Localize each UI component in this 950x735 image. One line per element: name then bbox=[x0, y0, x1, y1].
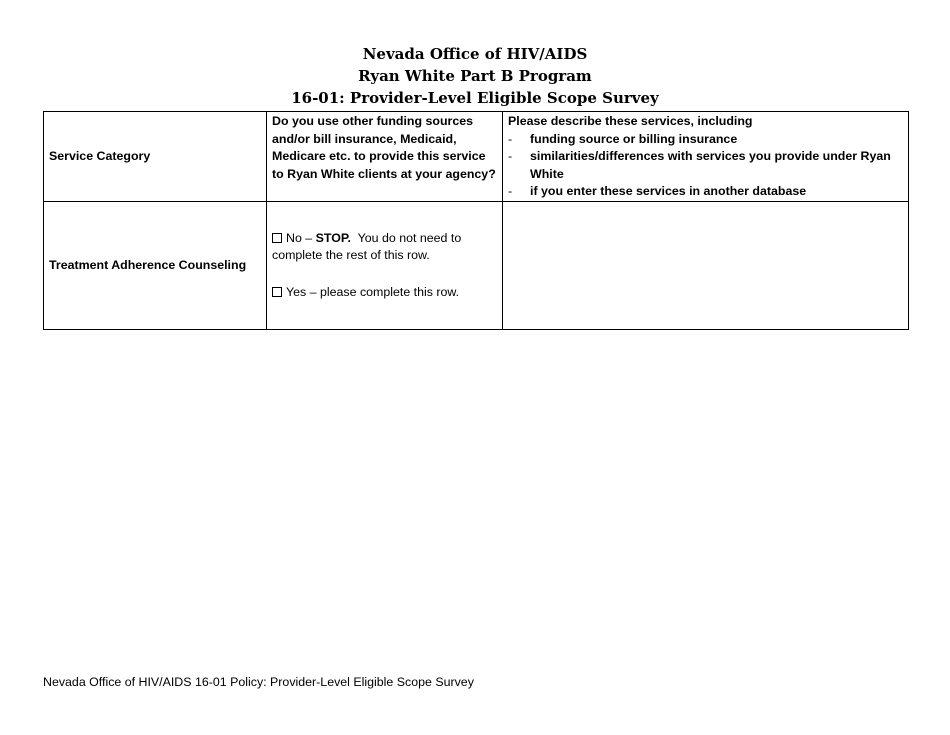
list-item: - if you enter these services in another database bbox=[508, 184, 807, 199]
option-no[interactable]: No – STOP. You do not need to complete the rest of this row. bbox=[272, 230, 465, 263]
list-item: - similarities/differences with services you provide under Ryan White bbox=[508, 149, 891, 181]
header-description-instructions bbox=[503, 112, 909, 202]
header-funding-question: Do you use other funding sources and/or bill insurance, Medicaid, Medicare etc. to provide this service to Ryan White clients at your agency? bbox=[267, 112, 503, 202]
table-header-row bbox=[44, 112, 909, 202]
survey-table bbox=[43, 111, 909, 330]
funding-answer-cell bbox=[267, 202, 503, 330]
list-item: - funding source or billing insurance bbox=[508, 131, 738, 146]
yes-checkbox[interactable] bbox=[272, 287, 282, 297]
description-input[interactable] bbox=[508, 202, 903, 329]
title-line-program: Ryan White Part B Program bbox=[358, 67, 592, 85]
title-line-survey: 16-01: Provider-Level Eligible Scope Survey bbox=[291, 89, 659, 107]
table-row bbox=[44, 202, 909, 330]
description-instructions-list bbox=[508, 131, 903, 201]
no-checkbox[interactable] bbox=[272, 233, 282, 243]
description-answer-cell[interactable] bbox=[503, 202, 909, 330]
title-line-agency: Nevada Office of HIV/AIDS bbox=[362, 45, 588, 63]
description-instructions-intro: Please describe these services, including bbox=[508, 114, 753, 128]
service-category-cell: Treatment Adherence Counseling bbox=[44, 202, 267, 330]
option-yes[interactable]: Yes – please complete this row. bbox=[272, 284, 497, 302]
document-title bbox=[0, 43, 950, 109]
header-service-category: Service Category bbox=[44, 112, 267, 202]
page-footer: Nevada Office of HIV/AIDS 16-01 Policy: Provider-Level Eligible Scope Survey bbox=[43, 675, 474, 689]
